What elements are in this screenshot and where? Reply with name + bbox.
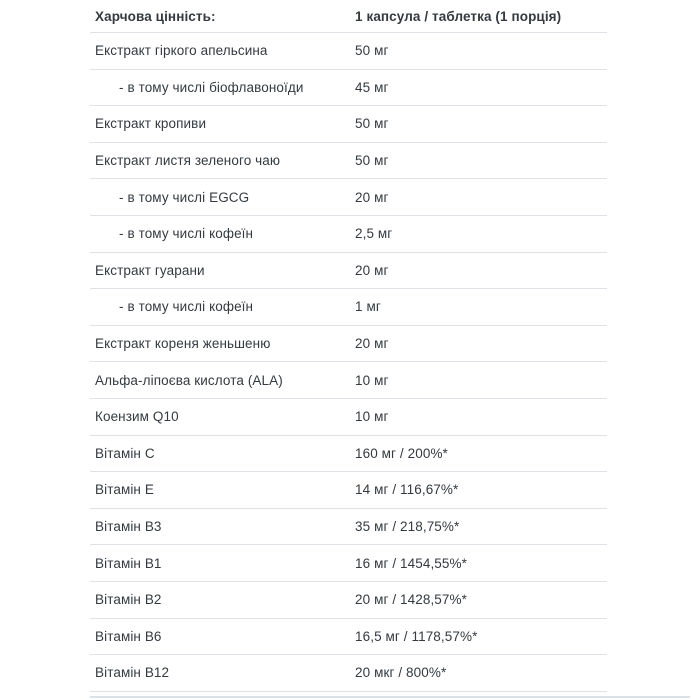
ingredient-value: 20 мг: [350, 325, 607, 362]
ingredient-value: 16 мг / 1454,55%*: [350, 545, 607, 582]
ingredient-name: Екстракт кропиви: [90, 106, 350, 143]
ingredient-value: 10 мг: [350, 398, 607, 435]
table-body: [90, 33, 607, 692]
ingredient-name: Коензим Q10: [90, 398, 350, 435]
ingredient-value: 20 мг / 1428,57%*: [350, 581, 607, 618]
ingredient-value: 160 мг / 200%*: [350, 435, 607, 472]
ingredient-value: 50 мг: [350, 142, 607, 179]
ingredient-name: - в тому числі кофеїн: [90, 215, 350, 252]
table-row: [90, 472, 607, 509]
nutrition-table: [90, 0, 607, 692]
table-row: [90, 618, 607, 655]
ingredient-value: 10 мг: [350, 362, 607, 399]
ingredient-value: 2,5 мг: [350, 215, 607, 252]
ingredient-name: Вітамін E: [90, 472, 350, 509]
ingredient-value: 1 мг: [350, 289, 607, 326]
ingredient-value: 20 мкг / 800%*: [350, 655, 607, 692]
ingredient-value: 35 мг / 218,75%*: [350, 508, 607, 545]
ingredient-name: Вітамін B3: [90, 508, 350, 545]
table-row: [90, 179, 607, 216]
table-row: [90, 508, 607, 545]
table-row: [90, 33, 607, 70]
ingredient-name: Екстракт листя зеленого чаю: [90, 142, 350, 179]
ingredient-name: Вітамін B1: [90, 545, 350, 582]
table-row: [90, 398, 607, 435]
header-serving-label: 1 капсула / таблетка (1 порція): [350, 0, 607, 33]
table-header-row: [90, 0, 607, 33]
ingredient-name: - в тому числі кофеїн: [90, 289, 350, 326]
table-row: [90, 252, 607, 289]
ingredient-name: Екстракт кореня женьшеню: [90, 325, 350, 362]
table-row: [90, 545, 607, 582]
table-row: [90, 289, 607, 326]
ingredient-name: Екстракт гіркого апельсина: [90, 33, 350, 70]
ingredient-name: Вітамін B2: [90, 581, 350, 618]
ingredient-value: 14 мг / 116,67%*: [350, 472, 607, 509]
table-row: [90, 215, 607, 252]
ingredient-name: Екстракт гуарани: [90, 252, 350, 289]
header-nutrition-label: Харчова цінність:: [90, 0, 350, 33]
ingredient-value: 50 мг: [350, 106, 607, 143]
ingredient-value: 45 мг: [350, 69, 607, 106]
table-row: [90, 362, 607, 399]
table-row: [90, 106, 607, 143]
ingredient-name: Вітамін B6: [90, 618, 350, 655]
table-row: [90, 655, 607, 692]
table-row: [90, 142, 607, 179]
table-row: [90, 69, 607, 106]
ingredient-name: Вітамін B12: [90, 655, 350, 692]
table-row: [90, 581, 607, 618]
ingredient-name: - в тому числі біофлавоноїди: [90, 69, 350, 106]
ingredient-value: 20 мг: [350, 252, 607, 289]
table-bottom-border: [90, 696, 690, 698]
ingredient-value: 50 мг: [350, 33, 607, 70]
ingredient-value: 20 мг: [350, 179, 607, 216]
table-row: [90, 435, 607, 472]
ingredient-name: Вітамін C: [90, 435, 350, 472]
ingredient-name: Альфа-ліпоєва кислота (ALA): [90, 362, 350, 399]
table-row: [90, 325, 607, 362]
ingredient-name: - в тому числі EGCG: [90, 179, 350, 216]
ingredient-value: 16,5 мг / 1178,57%*: [350, 618, 607, 655]
